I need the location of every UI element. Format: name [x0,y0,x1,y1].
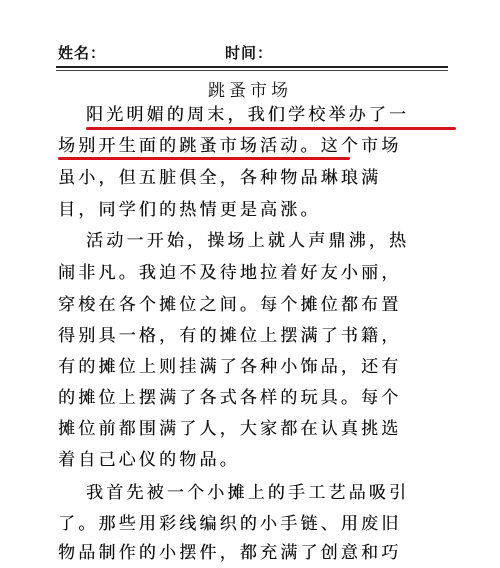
essay-line: 有的摊位上则挂满了各种小饰品，还有 [58,357,402,377]
essay-line: 穿梭在各个摊位之间。每个摊位都布置 [58,295,402,315]
header-rule-thin [56,70,448,71]
red-underline [86,127,456,130]
essay-line: 着自己心仪的物品。 [58,450,240,470]
essay-line: 闹非凡。我迫不及待地拉着好友小丽， [58,263,402,283]
red-underline [58,157,350,160]
essay-line: 了。那些用彩线编织的小手链、用废旧 [58,514,402,534]
essay-line: 物品制作的小摆件，都充满了创意和巧 [58,543,402,563]
essay-line: 得别具一格，有的摊位上摆满了书籍， [58,326,402,346]
essay-line: 场别开生面的跳蚤市场活动。这个市场 [58,136,402,156]
essay-title: 跳蚤市场 [208,81,292,101]
essay-line: 摊位前都围满了人，大家都在认真挑选 [58,419,402,439]
essay-line: 虽小，但五脏俱全，各种物品琳琅满 [58,168,382,188]
time-field: 时间： [225,44,274,62]
name-field: 姓名： [58,44,107,62]
essay-line: 的摊位上摆满了各式各样的玩具。每个 [58,388,402,408]
essay-line: 目，同学们的热情更是高涨。 [58,200,321,220]
essay-line: 阳光明媚的周末，我们学校举办了一 [86,105,410,125]
header-rule [56,66,448,68]
essay-line: 活动一开始，操场上就人声鼎沸，热 [86,231,410,251]
essay-line: 我首先被一个小摊上的手工艺品吸引 [86,483,410,503]
